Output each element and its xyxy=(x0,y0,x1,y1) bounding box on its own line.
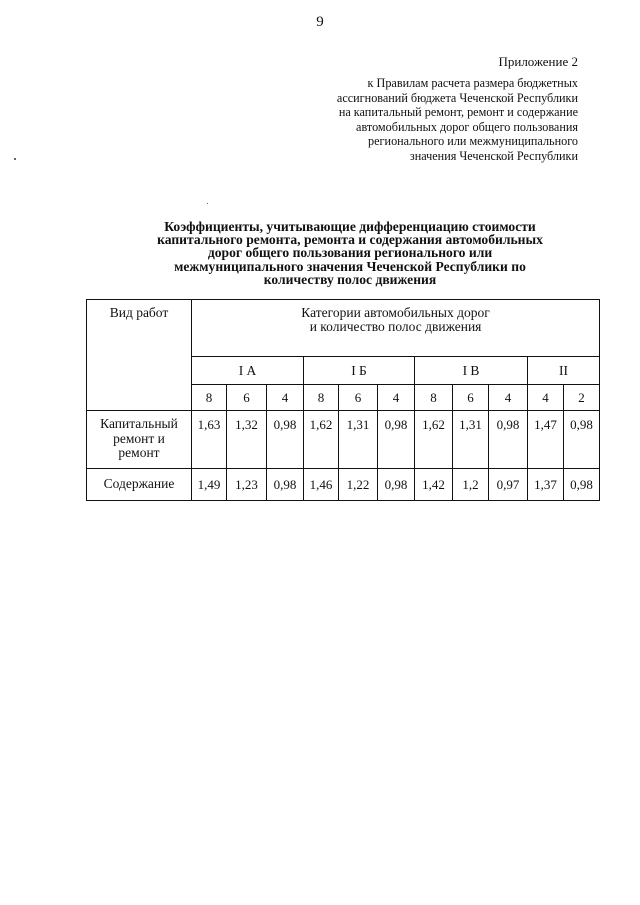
row-label-line: Капитальный xyxy=(100,416,178,431)
coefficient-cell: 1,63 xyxy=(192,411,227,469)
appendix-reference-line: автомобильных дорог общего пользования xyxy=(356,119,578,134)
lane-count-header: 4 xyxy=(489,385,528,411)
coefficient-cell: 0,98 xyxy=(267,469,304,501)
appendix-reference-line: регионального или межмуниципального xyxy=(368,134,578,149)
category-header xyxy=(192,300,600,357)
page-number: 9 xyxy=(316,14,324,30)
scan-speck xyxy=(14,158,16,160)
lane-count-header: 6 xyxy=(453,385,489,411)
coefficient-cell: 1,47 xyxy=(528,411,564,469)
table-row xyxy=(87,411,600,469)
lane-count-header: 2 xyxy=(564,385,600,411)
lane-count-header: 6 xyxy=(339,385,378,411)
table-row xyxy=(87,469,600,501)
coefficient-cell: 1,2 xyxy=(453,469,489,501)
lane-count-header: 8 xyxy=(304,385,339,411)
category-header-line: Категории автомобильных дорог xyxy=(301,305,490,320)
coefficient-cell: 0,98 xyxy=(267,411,304,469)
header-row xyxy=(87,300,600,357)
coefficient-cell: 1,46 xyxy=(304,469,339,501)
row-label-line: ремонт xyxy=(118,445,160,461)
group-header: I В xyxy=(415,357,528,385)
title-line: Коэффициенты, учитывающие дифференциацию стоимости xyxy=(164,219,536,234)
category-header-line: и количество полос движения xyxy=(309,319,482,334)
scan-speck xyxy=(207,203,208,204)
coefficient-cell: 1,62 xyxy=(415,411,453,469)
coefficient-cell: 1,49 xyxy=(192,469,227,501)
group-header: I А xyxy=(192,357,304,385)
coefficient-cell: 0,98 xyxy=(489,411,528,469)
document-title xyxy=(70,220,630,286)
appendix-label: Приложение 2 xyxy=(498,54,578,69)
lane-count-header: 4 xyxy=(378,385,415,411)
work-type-header: Вид работ xyxy=(87,300,192,411)
coefficient-cell: 1,31 xyxy=(339,411,378,469)
coefficient-cell: 0,97 xyxy=(489,469,528,501)
coefficient-cell: 1,37 xyxy=(528,469,564,501)
title-line: капитального ремонта, ремонта и содержания автомобильных xyxy=(157,232,543,248)
coefficient-cell: 1,32 xyxy=(227,411,267,469)
appendix-reference-line: к Правилам расчета размера бюджетных xyxy=(367,76,578,90)
row-label xyxy=(87,469,192,501)
coefficient-cell: 0,98 xyxy=(378,411,415,469)
row-label xyxy=(87,411,192,469)
title-line: межмуниципального значения Чеченской Республики по xyxy=(174,258,526,274)
coefficient-cell: 1,31 xyxy=(453,411,489,469)
coefficient-cell: 1,42 xyxy=(415,469,453,501)
coefficient-cell: 0,98 xyxy=(378,469,415,501)
appendix-reference-line: значения Чеченской Республики xyxy=(409,148,578,163)
title-line: дорог общего пользования регионального или xyxy=(207,245,493,261)
appendix-reference xyxy=(278,76,578,164)
appendix-reference-line: ассигнований бюджета Чеченской Республики xyxy=(336,90,578,105)
lane-count-header: 4 xyxy=(528,385,564,411)
appendix-reference-line: на капитальный ремонт, ремонт и содержание xyxy=(338,105,578,120)
lane-count-header: 6 xyxy=(227,385,267,411)
group-header: II xyxy=(528,357,600,385)
row-label-line: Содержание xyxy=(103,476,175,492)
coefficient-cell: 1,22 xyxy=(339,469,378,501)
lane-count-header: 8 xyxy=(415,385,453,411)
lane-count-header: 8 xyxy=(192,385,227,411)
coefficient-cell: 1,23 xyxy=(227,469,267,501)
title-line: количеству полос движения xyxy=(263,271,437,287)
row-label-line: ремонт и xyxy=(113,430,165,446)
group-header: I Б xyxy=(304,357,415,385)
coefficients-table xyxy=(86,299,600,501)
coefficient-cell: 0,98 xyxy=(564,411,600,469)
coefficient-cell: 0,98 xyxy=(564,469,600,501)
lane-count-header: 4 xyxy=(267,385,304,411)
coefficient-cell: 1,62 xyxy=(304,411,339,469)
